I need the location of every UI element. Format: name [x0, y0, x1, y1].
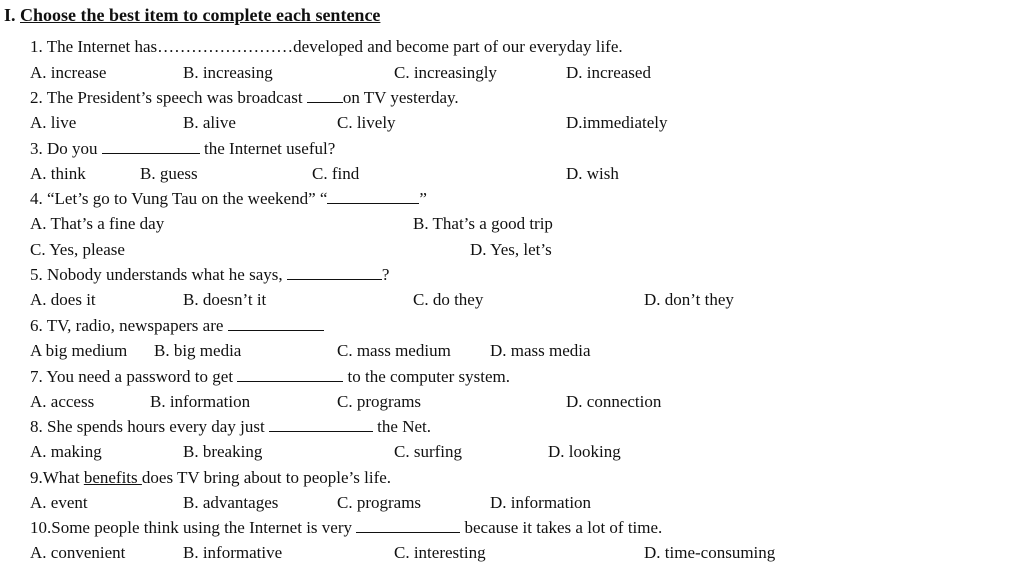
option-b: B. information	[150, 392, 251, 411]
option-c: C. find	[312, 164, 360, 183]
question-9	[30, 468, 391, 488]
option-c: C. Yes, please	[30, 240, 125, 259]
answer-blank	[307, 88, 343, 103]
answer-blank	[228, 316, 324, 331]
option-a: A. increase	[30, 63, 107, 82]
question-text: 6. TV, radio, newspapers are	[30, 316, 228, 335]
answer-blank	[269, 417, 373, 432]
option-c: C. surfing	[394, 442, 462, 461]
question-text: developed and become part of our everyday life.	[293, 37, 623, 56]
question-text: to the computer system.	[347, 367, 510, 386]
option-a: A. access	[30, 392, 95, 411]
question-1	[30, 37, 623, 57]
option-a: A. That’s a fine day	[30, 214, 165, 233]
option-c: C. lively	[337, 113, 396, 132]
option-d: D. wish	[566, 164, 619, 183]
question-7	[30, 367, 510, 387]
question-text: 5. Nobody understands what he says,	[30, 265, 287, 284]
option-a: A. making	[30, 442, 102, 461]
question-5	[30, 265, 389, 285]
question-text: does TV bring about to people’s life.	[141, 468, 392, 487]
question-text: ”	[419, 189, 427, 208]
option-b: B. increasing	[183, 63, 273, 82]
option-d: D. time-consuming	[644, 543, 776, 562]
question-text: 7. You need a password to get	[30, 367, 238, 386]
option-b: B. guess	[140, 164, 198, 183]
option-a: A. live	[30, 113, 77, 132]
question-text: 9.What	[30, 468, 84, 487]
question-text: 8. She spends hours every day just	[30, 417, 269, 436]
option-b: B. breaking	[183, 442, 263, 461]
option-a: A. does it	[30, 290, 96, 309]
question-text: 1. The Internet has	[30, 37, 158, 56]
option-b: B. advantages	[183, 493, 279, 512]
question-text: on TV yesterday.	[342, 88, 459, 107]
question-text: the Internet useful?	[204, 139, 336, 158]
option-c: C. mass medium	[337, 341, 451, 360]
section-number: I.	[4, 5, 16, 25]
question-text: 10.Some people think using the Internet is very	[30, 518, 357, 537]
option-d: D. information	[490, 493, 592, 512]
question-3	[30, 139, 335, 159]
option-d: D. increased	[566, 63, 651, 82]
answer-blank	[237, 367, 343, 382]
option-d: D.immediately	[566, 113, 668, 132]
option-b: B. informative	[183, 543, 283, 562]
question-text: 3. Do you	[30, 139, 102, 158]
question-text: the Net.	[377, 417, 431, 436]
option-b: B. That’s a good trip	[413, 214, 553, 233]
option-d: D. connection	[566, 392, 662, 411]
answer-blank	[287, 265, 382, 280]
question-text: 4. “Let’s go to Vung Tau on the weekend” “	[30, 189, 328, 208]
answer-blank	[356, 518, 460, 533]
option-d: D. mass media	[490, 341, 591, 360]
option-a: A. convenient	[30, 543, 126, 562]
section-title: Choose the best item to complete each sentence	[20, 5, 381, 25]
answer-blank	[327, 189, 419, 204]
option-b: B. big media	[154, 341, 242, 360]
option-d: D. don’t they	[644, 290, 734, 309]
option-c: C. programs	[337, 493, 422, 512]
option-a: A big medium	[30, 341, 128, 360]
question-text: because it takes a lot of time.	[464, 518, 663, 537]
question-8	[30, 417, 431, 437]
option-d: D. Yes, let’s	[470, 240, 552, 259]
question-text: ?	[381, 265, 390, 284]
underlined-word: benefits	[83, 468, 142, 487]
option-c: C. increasingly	[394, 63, 497, 82]
option-a: A. think	[30, 164, 86, 183]
answer-blank	[102, 139, 200, 154]
option-c: C. interesting	[394, 543, 486, 562]
option-c: C. programs	[337, 392, 422, 411]
dotted-blank: ……………………	[157, 37, 294, 56]
section-heading	[4, 5, 380, 25]
option-b: B. alive	[183, 113, 236, 132]
question-text: 2. The President’s speech was broadcast	[30, 88, 307, 107]
question-2	[30, 88, 459, 108]
option-d: D. looking	[548, 442, 621, 461]
question-4	[30, 189, 427, 209]
question-6	[30, 316, 324, 336]
option-a: A. event	[30, 493, 88, 512]
option-c: C. do they	[413, 290, 484, 309]
option-b: B. doesn’t it	[183, 290, 267, 309]
question-10	[30, 518, 662, 538]
